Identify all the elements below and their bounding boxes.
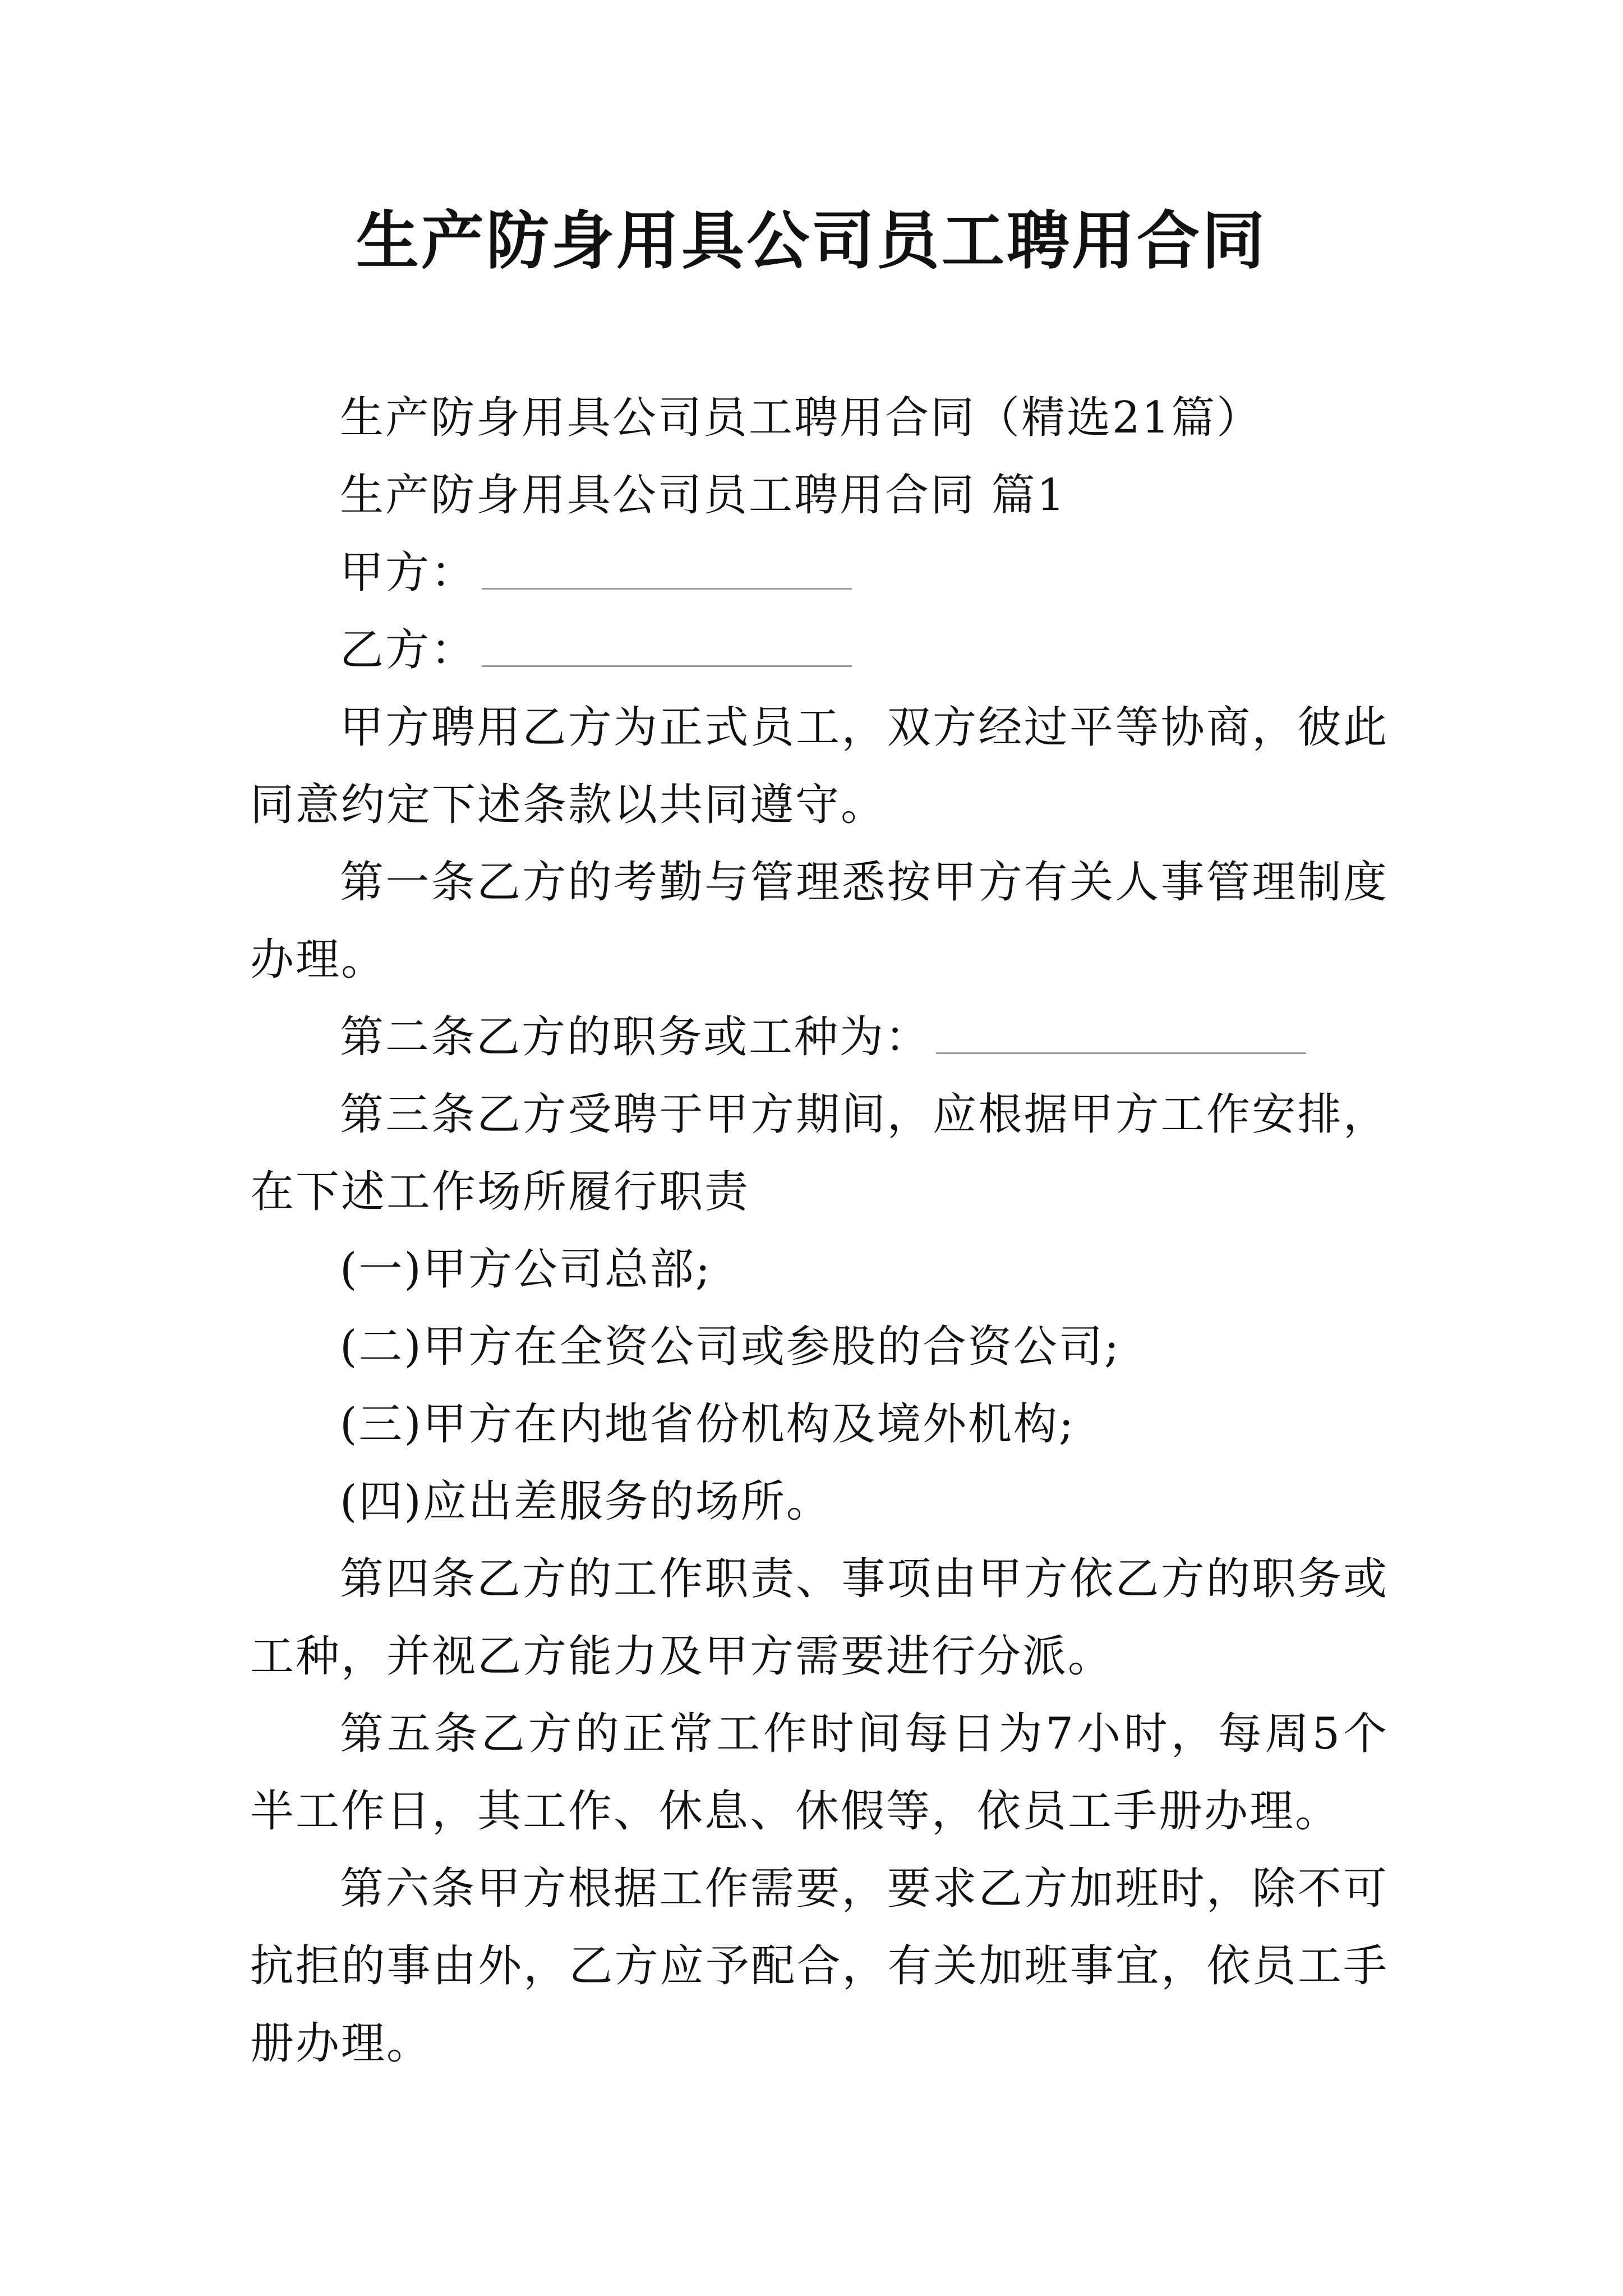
- party-a-blank: [482, 586, 852, 590]
- party-b-label: 乙方：: [340, 625, 477, 675]
- article-6: 第六条甲方根据工作需要，要求乙方加班时，除不可抗拒的事由外，乙方应予配合，有关加班事宜，依员工手册办理。: [250, 1864, 1389, 2069]
- article-3: 第三条乙方受聘于甲方期间，应根据甲方工作安排，在下述工作场所履行职责: [250, 1089, 1389, 1217]
- party-a-line: [250, 534, 1389, 611]
- party-b-blank: [482, 663, 852, 667]
- article-1: 第一条乙方的考勤与管理悉按甲方有关人事管理制度办理。: [250, 857, 1389, 985]
- workplace-item-1: (一)甲方公司总部;: [340, 1244, 712, 1295]
- article-4: 第四条乙方的工作职责、事项由甲方依乙方的职务或工种，并视乙方能力及甲方需要进行分派。: [250, 1554, 1389, 1682]
- article-2-text: 第二条乙方的职务或工种为：: [340, 1012, 931, 1062]
- intro-paragraph: 甲方聘用乙方为正式员工，双方经过平等协商，彼此同意约定下述条款以共同遵守。: [250, 702, 1389, 830]
- section-heading: 生产防身用具公司员工聘用合同 篇1: [340, 470, 1067, 521]
- workplace-item-2: (二)甲方在全资公司或参股的合资公司;: [340, 1322, 1121, 1372]
- workplace-item-3: (三)甲方在内地省份机构及境外机构;: [340, 1399, 1076, 1450]
- subtitle-line: 生产防身用具公司员工聘用合同（精选21篇）: [340, 393, 1262, 443]
- article-2: [250, 999, 1389, 1076]
- position-blank: [936, 1050, 1306, 1054]
- party-a-label: 甲方：: [340, 547, 477, 598]
- article-5: 第五条乙方的正常工作时间每日为7小时，每周5个半工作日，其工作、休息、休假等，依员工手册办理。: [250, 1709, 1389, 1837]
- party-b-line: [250, 611, 1389, 689]
- workplace-item-4: (四)应出差服务的场所。: [340, 1476, 832, 1527]
- document-body: [250, 379, 1389, 2082]
- document-title: 生产防身用具公司员工聘用合同: [356, 204, 1267, 278]
